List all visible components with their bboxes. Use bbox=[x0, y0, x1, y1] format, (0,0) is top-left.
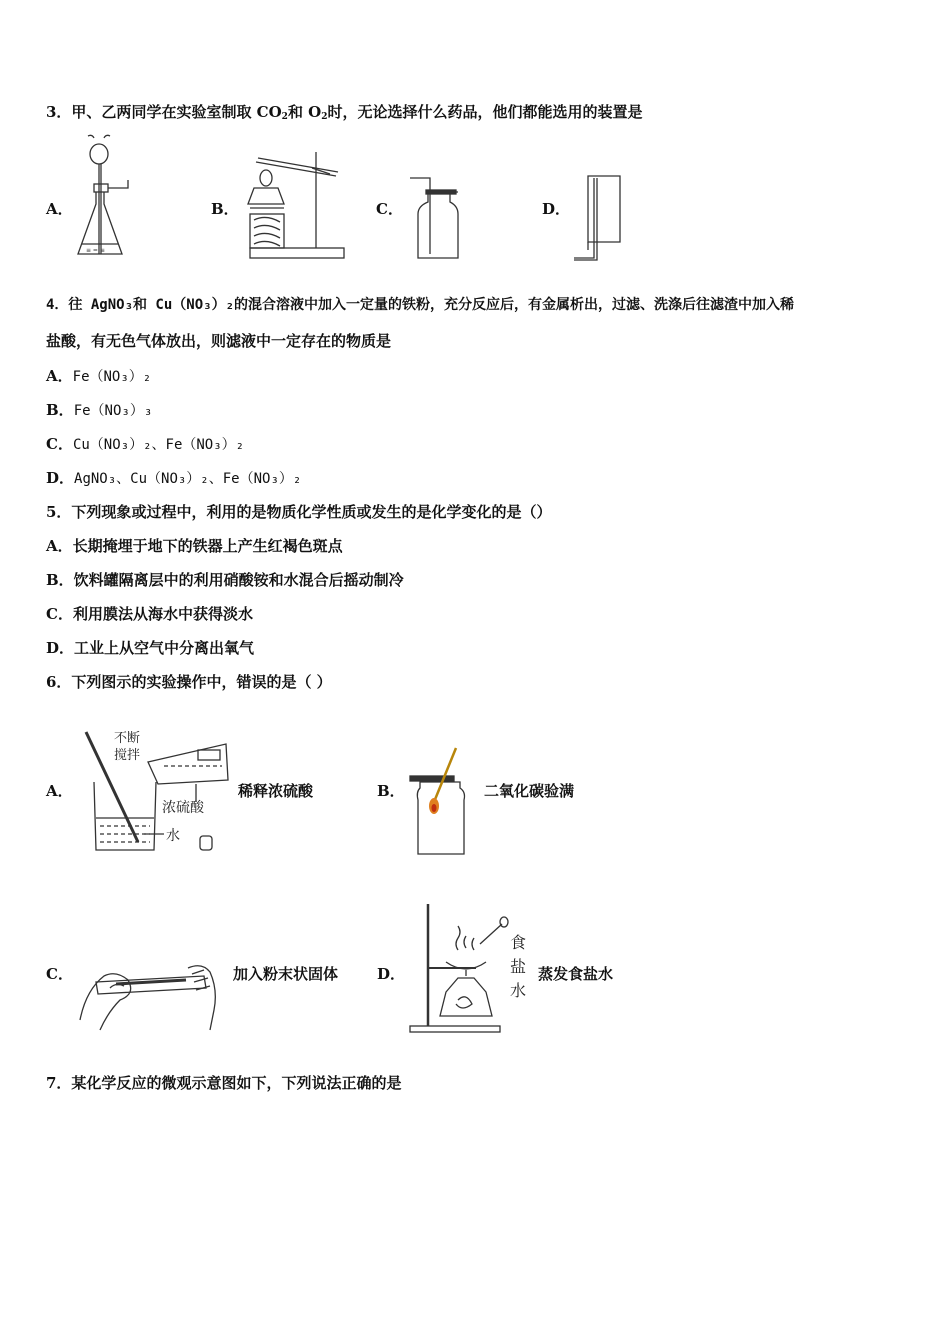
q3-option-c-label: C． bbox=[376, 200, 403, 218]
fig-label-water: 水 bbox=[166, 828, 180, 844]
fig-label-water: 水 bbox=[510, 981, 527, 1000]
inverted-bottle-figure bbox=[570, 172, 630, 264]
fig-label-stir-2: 搅拌 bbox=[114, 748, 141, 763]
dilute-sulfuric-acid-figure bbox=[76, 722, 232, 858]
q3-stem: 3．甲、乙两同学在实验室制取 $CO_2$和 $O_2$时，无论选择什么药品，他们都能选用的装置是 bbox=[46, 103, 643, 122]
q6-stem: 6．下列图示的实验操作中，错误的是（ ） bbox=[46, 673, 332, 691]
q6-option-a-caption: 稀释浓硫酸 bbox=[238, 782, 314, 800]
q5-option-b: B．饮料罐隔离层中的利用硝酸铵和水混合后摇动制冷 bbox=[46, 571, 404, 589]
add-powder-solid-figure bbox=[76, 960, 226, 1036]
erlenmeyer-flask-funnel-figure bbox=[70, 134, 136, 264]
fig-label-eat: 食 bbox=[510, 933, 527, 952]
q6-option-d-label: D． bbox=[377, 965, 406, 983]
q6-option-b-label: B． bbox=[377, 782, 405, 800]
q3-option-d-label: D． bbox=[542, 200, 571, 218]
q5-option-a: A．长期掩埋于地下的铁器上产生红褐色斑点 bbox=[46, 537, 343, 555]
q4-option-c: C．Cu（NO₃）₂、Fe（NO₃）₂ bbox=[46, 435, 245, 453]
q5-option-d: D．工业上从空气中分离出氧气 bbox=[46, 639, 255, 657]
q7-stem: 7．某化学反应的微观示意图如下，下列说法正确的是 bbox=[46, 1074, 402, 1092]
fig-label-conc-acid: 浓硫酸 bbox=[162, 800, 204, 816]
heating-test-tube-figure bbox=[236, 148, 354, 264]
q6-option-a-label: A． bbox=[46, 782, 73, 800]
q6-option-b-caption: 二氧化碳验满 bbox=[484, 782, 575, 800]
q4-stem-line2: 盐酸，有无色气体放出，则滤液中一定存在的物质是 bbox=[46, 332, 392, 350]
evaporate-salt-water-figure bbox=[406, 900, 536, 1036]
fig-label-stir-1: 不断 bbox=[114, 731, 141, 746]
q6-option-c-label: C． bbox=[46, 965, 73, 983]
q4-option-b: B．Fe（NO₃）₃ bbox=[46, 401, 153, 419]
q4-option-a: A．Fe（NO₃）₂ bbox=[46, 367, 152, 385]
gas-bottle-figure bbox=[406, 170, 464, 262]
q6-option-c-caption: 加入粉末状固体 bbox=[233, 965, 339, 983]
fig-label-salt: 盐 bbox=[510, 957, 527, 976]
q5-stem: 5．下列现象或过程中，利用的是物质化学性质或发生的是化学变化的是（） bbox=[46, 503, 552, 521]
q4-stem-line1: 4．往 AgNO₃和 Cu（NO₃）₂的混合溶液中加入一定量的铁粉，充分反应后，有金属析出，过滤、洗涤后往滤渣中加入稀 bbox=[46, 297, 794, 313]
co2-full-test-figure bbox=[408, 744, 472, 858]
q3-option-a-label: A． bbox=[46, 200, 73, 218]
q5-option-c: C．利用膜法从海水中获得淡水 bbox=[46, 605, 253, 623]
q6-option-d-caption: 蒸发食盐水 bbox=[538, 965, 614, 983]
q3-option-b-label: B． bbox=[211, 200, 239, 218]
svg-text:≡ = ≡: ≡ = ≡ bbox=[86, 247, 105, 254]
q4-option-d: D．AgNO₃、Cu（NO₃）₂、Fe（NO₃）₂ bbox=[46, 469, 302, 487]
